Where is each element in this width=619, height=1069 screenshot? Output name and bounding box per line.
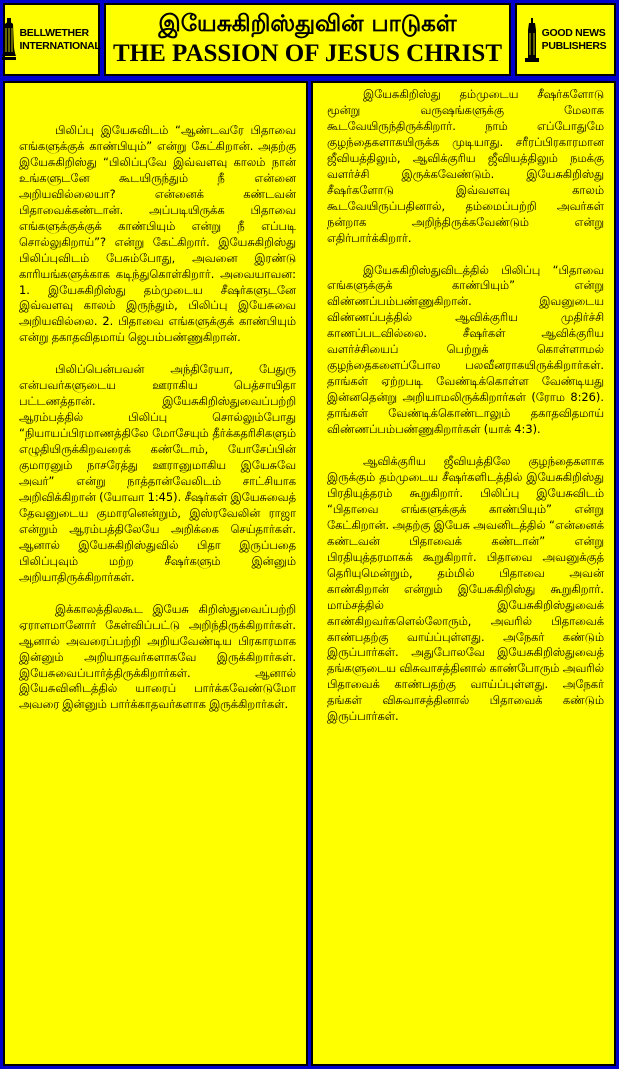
bellwether-logo-box (3, 3, 100, 76)
title-box (104, 3, 511, 76)
good-news-name: GOOD NEWS PUBLISHERS (541, 26, 607, 52)
title-english: THE PASSION OF JESUS CHRIST (113, 40, 502, 67)
title-tamil: இயேசுகிறிஸ்துவின் பாடுகள் (158, 11, 457, 37)
good-news-logo-box (515, 3, 616, 76)
right-column (311, 81, 616, 1066)
left-column (3, 81, 308, 1066)
paragraph: இயேசுகிறிஸ்துவிடத்தில் பிலிப்பு “பிதாவை எங்களுக்குக் காண்பியும்” என்று விண்ணப்பம்பண்ணுகிறான். இவனுடைய விண்ணப்பத்தில் ஆவிக்குரிய முதிர்ச்சி காணப்படவில்லை. சீஷர்கள் ஆவிக்குரிய வளர்ச்சியைப் பெற்றுக் கொள்ளாமல் குழந்தைகளைப்போல பலவீனராகயிருக்கிறார்கள். தாங்கள் ஏற்றபடி வேண்டிக்கொள்ள வேண்டியது இன்னதென்று அறியாமலிருக்கிறார்கள் (ரோம 8:26). தாங்கள் வேண்டிக்கொண்டாலும் தகாதவிதமாய் விண்ணப்பம்பண்ணுகிறார்கள் (யாக் 4:3). (327, 262, 604, 437)
paragraph: இயேசுகிறிஸ்து தம்முடைய சீஷர்களோடு மூன்று வருஷங்களுக்கு மேலாக கூடவேயிருந்திருக்கிறார். நாம் எப்போதுமே குழந்தைகளாகயிருக்க முடியாது. சரீரப்பிரகாரமான ஜீவியத்திலும், ஆவிக்குரிய ஜீவியத்திலும் நமக்கு வளர்ச்சி இருக்கவேண்டும். இயேசுகிறிஸ்து சீஷர்களோடு இவ்வளவு காலம் கூடவேயிருப்பதினால், தம்மைப்பற்றி அவர்கள் நன்றாக அறிந்திருக்கவேண்டும் என்று எதிர்பார்க்கிறார். (327, 87, 604, 245)
bellwether-name: BELLWETHER INTERNATIONAL (19, 26, 101, 52)
paragraph: இக்காலத்திலகூட இயேசு கிறிஸ்துவைப்பற்றி ஏராளமானோர் கேள்விப்பட்டு அறிந்திருக்கிறார்கள். ஆனால் அவரைப்பற்றி அறியவேண்டிய பிரகாரமாக இன்னும் அறியாதவர்களாகவே இருக்கிறார்கள். இயேசுவைப்பார்த்திருக்கிறார்கள். ஆனால் இயேசுவினிடத்தில் யாரைப் பார்க்கவேண்டுமோ அவரை இன்னும் பார்க்காதவர்களாக இருக்கிறார்கள். (19, 601, 296, 712)
paragraph: பிலிப்பென்பவன் அந்திரேயா, பேதுரு என்பவர்களுடைய ஊராகிய பெத்சாயிதா பட்டணத்தான். இயேசுகிறிஸ்துவைப்பற்றி ஆரம்பத்தில் பிலிப்பு சொல்லும்போது “நியாயப்பிரமாணத்திலே மோசேயும் தீர்க்கதரிசிகளும் எழுதியிருக்கிறவரைக் கண்டோம், யோசேப்பின் குமாரனும் நாசரேத்து ஊரானுமாகிய இயேசுவே அவர்” என்று நாத்தான்வேலிடம் சாட்சியாக அறிவிக்கிறான் (யோவா 1:45). சீஷர்கள் இயேசுவைத் தேவனுடைய குமாரனென்றும், இஸ்ரவேலின் ராஜா என்றும் ஆரம்பத்திலேயே அறிக்கை செய்தார்கள். ஆனால் இயேசுகிறிஸ்துவில் பிதா இருப்பதை பிலிப்புவும் மற்ற சீஷர்களும் இன்னும் அறியாதிருக்கிறார்கள். (19, 362, 296, 584)
paragraph: ஆவிக்குரிய ஜீவியத்திலே குழந்தைகளாக இருக்கும் தம்முடைய சீஷர்களிடத்தில் இயேசுகிறிஸ்து பிரதியுத்தரம் கூறுகிறார். பிலிப்பு இயேசுவிடம் “பிதாவை எங்களுக்குக் காண்பியும்” என்று கேட்கிறான். அதற்கு இயேசு அவனிடத்தில் “என்னைக் கண்டவன் பிதாவைக் கண்டான்” என்று பிரதியுத்தரமாகக் கூறுகிறார். பிதாவை அவனுக்குத் தெரியுமென்றும், தம்மில் பிதாவை அவன் காண்கிறான் என்றும் இயேசுகிறிஸ்து கூறுகிறார். மாம்சத்தில் இயேசுகிறிஸ்துவைக் காண்கிறவர்களெல்லோரும், அவரில் பிதாவைக் காண்பதற்கு வாய்ப்புள்ளது. அநேகர் கண்டும் இருப்பார்கள். அதுபோலவே இயேசுகிறிஸ்துவைத் தங்களுடைய விசுவாசத்தினால் காண்போரும் அவரில் பிதாவைக் காண்பதற்கு வாய்ப்புள்ளது. அநேகர் தங்கள் விசுவாசத்தினால் பிதாவைக் கண்டும் இருப்பார்கள். (327, 454, 604, 724)
bell-icon (2, 18, 16, 62)
paragraph: பிலிப்பு இயேசுவிடம் “ஆண்டவரே பிதாவை எங்களுக்குக் காண்பியும்” என்று கேட்கிறான். அதற்கு இயேசுகிறிஸ்து “பிலிப்புவே இவ்வளவு காலம் நான் உங்களுடனே கூடயிருந்தும் நீ என்னை அறியவில்லையா? என்னைக் கண்டவன் பிதாவைக்கண்டான். அப்படியிருக்க பிதாவை எங்களுக்குக்குக் காண்பியும் என்று நீ எப்படி சொல்லுகிறாய்”? என்று கேட்கிறார். இயேசுகிறிஸ்து பிலிப்புவிடம் பேசும்போது, அவனை இரண்டு காரியங்களுக்காக கடிந்துகொள்கிறார். அவையாவன: 1. இயேசுகிறிஸ்து தம்முடைய சீஷர்களுடனே இவ்வளவு காலம் இருந்தும், பிலிப்பு இயேசுவை அறியவில்லை. 2. பிதாவை எங்களுக்குக் காண்பியும் என்று தகாதவிதமாய் ஜெபம்பண்ணுகிறான். (19, 123, 296, 345)
tower-icon (525, 18, 539, 62)
